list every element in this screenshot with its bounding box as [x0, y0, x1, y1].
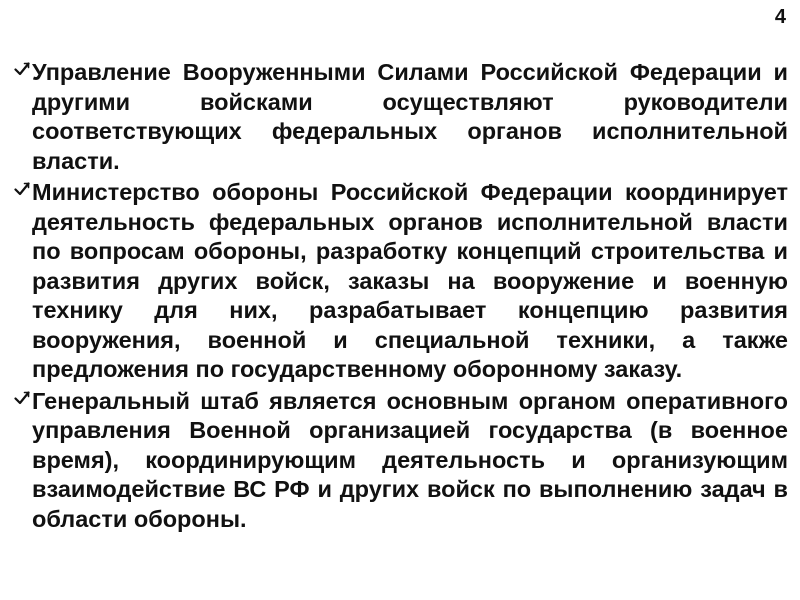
bullet-text: Управление Вооруженными Силами Российской Федерации и другими войсками осуществляют руководители соответствующих федеральных органов исполнительной власти.: [32, 59, 788, 174]
checkmark-arrow-icon: [14, 390, 30, 406]
checkmark-arrow-icon: [14, 181, 30, 197]
page-number: 4: [774, 6, 786, 28]
checkmark-arrow-icon: [14, 61, 30, 77]
bullet-list: [14, 58, 788, 536]
bullet-item-ministry: [14, 178, 788, 385]
bullet-item-command: [14, 58, 788, 176]
bullet-text: Министерство обороны Российской Федерации координирует деятельность федеральных органов исполнительной власти по вопросам обороны, разработку концепций строительства и развития других войск, заказы на вооружение и военную технику для них, разрабатывает концепцию развития вооружения, военной и специальной техники, а также предложения по государственному оборонному заказу.: [32, 179, 788, 382]
bullet-item-general-staff: [14, 387, 788, 535]
bullet-text: Генеральный штаб является основным органом оперативного управления Военной организацией государства (в военное время), координирующим деятельность и организующим взаимодействие ВС РФ и других войск по выполнению задач в области обороны.: [32, 387, 788, 532]
